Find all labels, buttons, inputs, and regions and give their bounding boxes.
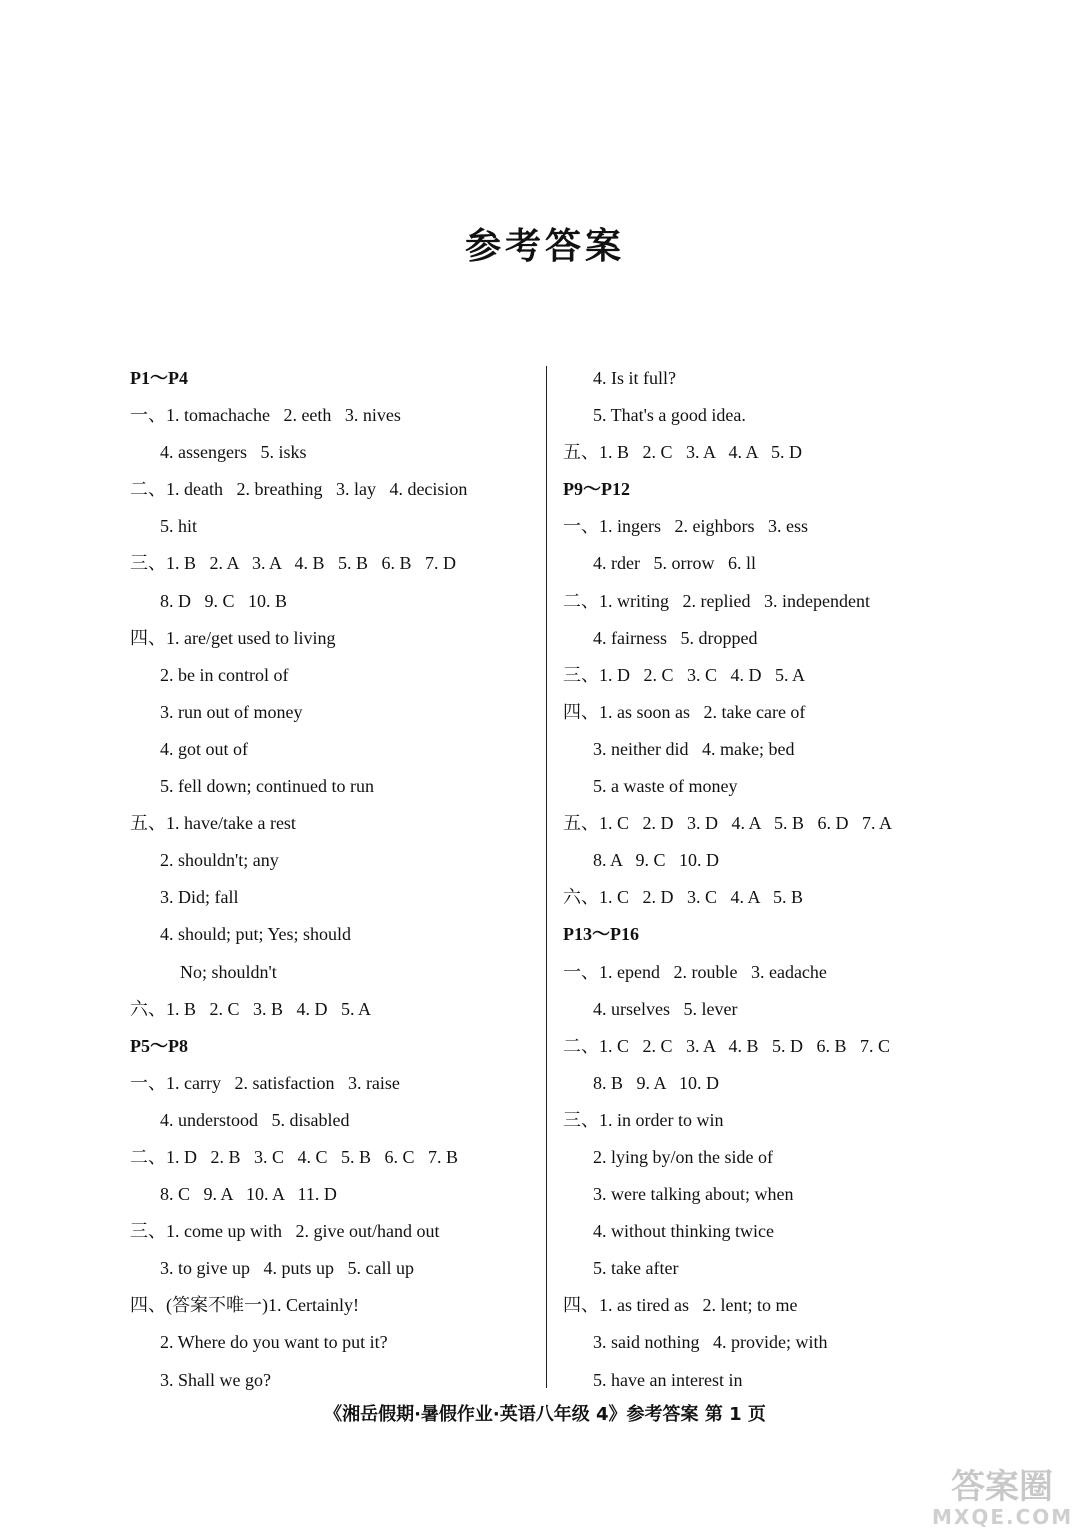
watermark-site-text: MXQE.COM: [932, 1505, 1074, 1529]
answer-line: 五、1. C 2. D 3. D 4. A 5. B 6. D 7. A: [563, 813, 893, 834]
answer-line: 8. A 9. C 10. D: [593, 850, 720, 871]
answer-line: 五、1. have/take a rest: [130, 813, 296, 834]
section-heading: P1～P4: [130, 368, 188, 388]
answer-line: 5. have an interest in: [593, 1369, 743, 1390]
answer-line: 4. Is it full?: [593, 368, 676, 388]
answer-line: 5. a waste of money: [593, 776, 738, 797]
answer-line: 5. hit: [160, 516, 198, 537]
answer-line: 六、1. B 2. C 3. B 4. D 5. A: [130, 998, 372, 1019]
answer-line: 3. Did; fall: [160, 887, 239, 908]
answer-line: 四、1. as tired as 2. lent; to me: [563, 1295, 798, 1316]
answer-line: 5. take after: [593, 1258, 679, 1279]
answer-line: 5. fell down; continued to run: [160, 776, 374, 797]
answer-line: 8. C 9. A 10. A 11. D: [160, 1184, 337, 1205]
answer-line: 4. got out of: [160, 738, 248, 759]
answer-line: 三、1. D 2. C 3. C 4. D 5. A: [563, 664, 806, 685]
answer-line: 3. to give up 4. puts up 5. call up: [160, 1258, 414, 1279]
answer-line: 8. B 9. A 10. D: [593, 1072, 720, 1093]
answer-line: 一、1. carry 2. satisfaction 3. raise: [130, 1072, 400, 1093]
answer-line: 二、1. C 2. C 3. A 4. B 5. D 6. B 7. C: [563, 1035, 891, 1056]
answer-line: 一、1. ingers 2. eighbors 3. ess: [563, 516, 808, 537]
page-title: 参考答案: [464, 226, 625, 267]
answer-line: 六、1. C 2. D 3. C 4. A 5. B: [563, 887, 804, 908]
answer-line: 二、1. D 2. B 3. C 4. C 5. B 6. C 7. B: [130, 1146, 459, 1167]
answer-line: 4. rder 5. orrow 6. ll: [593, 553, 756, 574]
answer-line: 三、1. come up with 2. give out/hand out: [130, 1221, 440, 1242]
answer-line: 4. fairness 5. dropped: [593, 627, 758, 648]
answer-line: 4. without thinking twice: [593, 1221, 774, 1242]
answer-line: 一、1. tomachache 2. eeth 3. nives: [130, 405, 401, 426]
answer-line: 4. assengers 5. isks: [160, 442, 307, 463]
page-footer: 《湘岳假期·暑假作业·英语八年级 4》参考答案 第 1 页: [324, 1404, 766, 1425]
answer-line: 四、1. as soon as 2. take care of: [563, 701, 806, 722]
answer-line: 五、1. B 2. C 3. A 4. A 5. D: [563, 442, 803, 463]
answer-line: No; shouldn't: [180, 961, 277, 982]
answer-line: 3. neither did 4. make; bed: [593, 738, 795, 759]
answer-line: 4. urselves 5. lever: [593, 998, 738, 1019]
answer-line: 2. be in control of: [160, 664, 289, 685]
answer-line: 4. understood 5. disabled: [160, 1109, 350, 1130]
answer-line: 二、1. death 2. breathing 3. lay 4. decision: [130, 479, 468, 500]
answer-line: 3. run out of money: [160, 701, 303, 722]
section-heading: P9～P12: [563, 479, 630, 500]
answer-line: 四、(答案不唯一)1. Certainly!: [130, 1295, 359, 1316]
watermark-logo-text: 答案圈: [951, 1467, 1053, 1507]
answer-line: 2. shouldn't; any: [160, 850, 279, 871]
answer-line: 8. D 9. C 10. B: [160, 590, 288, 611]
answer-line: 2. Where do you want to put it?: [160, 1332, 388, 1353]
answer-line: 四、1. are/get used to living: [130, 627, 336, 648]
right-answer-column: [563, 360, 983, 1399]
answer-line: 3. said nothing 4. provide; with: [593, 1332, 828, 1353]
section-heading: P13～P16: [563, 924, 639, 945]
answer-line: 二、1. writing 2. replied 3. independent: [563, 590, 870, 611]
answer-line: 三、1. in order to win: [563, 1109, 724, 1130]
answer-line: 3. were talking about; when: [593, 1184, 794, 1205]
answer-line: 一、1. epend 2. rouble 3. eadache: [563, 961, 827, 982]
answer-line: 3. Shall we go?: [160, 1369, 271, 1390]
answer-line: 5. That's a good idea.: [593, 405, 746, 426]
section-heading: P5～P8: [130, 1035, 188, 1056]
answer-line: 三、1. B 2. A 3. A 4. B 5. B 6. B 7. D: [130, 553, 457, 574]
watermark-logo: [932, 1468, 1072, 1532]
answer-line: 2. lying by/on the side of: [593, 1146, 773, 1167]
column-divider: [546, 366, 547, 1388]
left-answer-column: [130, 360, 535, 1399]
answer-line: 4. should; put; Yes; should: [160, 924, 352, 945]
